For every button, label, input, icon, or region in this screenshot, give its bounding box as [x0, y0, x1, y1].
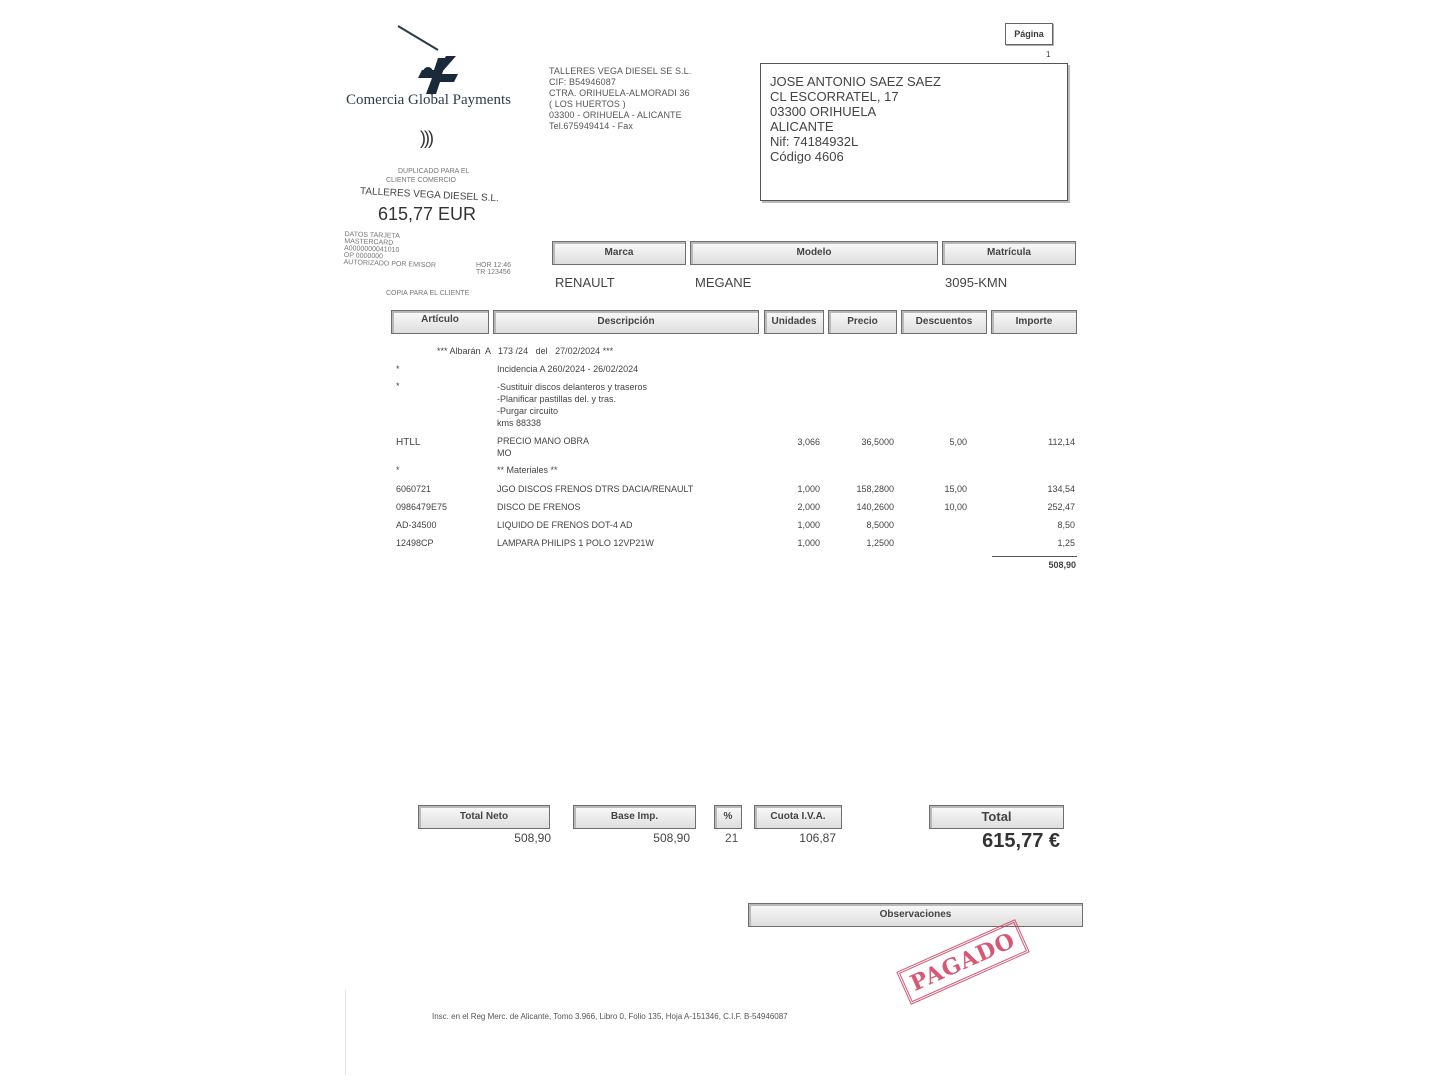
col-units-header: Unidades: [764, 310, 824, 334]
work-note: -Planificar pastillas del. y tras.: [497, 394, 617, 404]
bullet-mark: *: [396, 381, 400, 391]
row-units: 1,000: [797, 520, 820, 530]
customer-box: [760, 63, 1068, 201]
brand-logo: [390, 22, 470, 102]
receipt-amount: 615,77 EUR: [378, 204, 477, 224]
row-amount: 1,25: [1057, 538, 1075, 548]
row-article: AD-34500: [396, 520, 437, 530]
table-row: [396, 520, 1076, 534]
paid-stamp: [896, 919, 1029, 1005]
terminal-line-2: CLIENTE COMERCIO: [386, 177, 457, 184]
row-price: 1,2500: [866, 538, 894, 548]
terminal-line-1: DUPLICADO PARA EL: [398, 168, 470, 175]
table-row: [396, 484, 1076, 498]
col-discounts-header: Descuentos: [901, 310, 987, 334]
vat-pct-header: %: [714, 805, 742, 829]
receipt-line: DATOS TARJETA: [344, 231, 401, 240]
company-line: ( LOS HUERTOS ): [549, 99, 626, 109]
company-line: 03300 - ORIHUELA - ALICANTE: [549, 110, 682, 120]
row-amount: 134,54: [1047, 484, 1075, 494]
total-header: Total: [929, 805, 1064, 829]
total-net-header: Total Neto: [418, 805, 550, 829]
brand-name: Comercia Global Payments: [346, 92, 511, 108]
observations-header: Observaciones: [748, 903, 1083, 927]
vat-header: Cuota I.V.A.: [754, 805, 842, 829]
vehicle-brand-header: Marca: [552, 241, 686, 265]
customer-name: JOSE ANTONIO SAEZ SAEZ: [770, 74, 941, 89]
col-description-header: Descripción: [493, 310, 759, 334]
albaran-line: *** Albarán A 173 /24 del 27/02/2024 ***: [437, 346, 614, 356]
bullet-mark: *: [396, 364, 400, 374]
receipt-footer: COPIA PARA EL CLIENTE: [386, 290, 470, 297]
row-article: 0986479E75: [396, 502, 448, 512]
vehicle-plate-header: Matrícula: [942, 241, 1076, 265]
receipt-line: OP 0000000: [343, 252, 384, 261]
row-price: 158,2800: [856, 484, 894, 494]
page-label: Página: [1005, 23, 1053, 45]
labor-desc: PRECIO MANO OBRA: [497, 436, 590, 446]
work-notes: [497, 381, 647, 429]
registry-footer: Insc. en el Reg Merc. de Alicante, Tomo 3.966, Libro 0, Folio 135, Hoja A-151346, C.I.F. B-54946087: [432, 1012, 788, 1021]
company-line: CIF: B54946087: [549, 77, 616, 87]
company-line: TALLERES VEGA DIESEL SE S.L.: [549, 66, 692, 76]
row-units: 1,000: [797, 484, 820, 494]
total-value: 615,77 €: [982, 830, 1060, 852]
row-amount: 252,47: [1047, 502, 1075, 512]
vat-value: 106,87: [799, 831, 836, 845]
row-price: 140,2600: [856, 502, 894, 512]
labor-article: HTLL: [396, 437, 421, 448]
receipt-line: AUTORIZADO POR EMISOR: [343, 259, 437, 270]
bullet-mark: *: [396, 465, 400, 475]
labor-desc-2: MO: [497, 448, 512, 458]
labor-discount: 5,00: [949, 437, 967, 447]
customer-city: 03300 ORIHUELA: [770, 104, 877, 119]
row-description: LAMPARA PHILIPS 1 POLO 12VP21W: [497, 538, 654, 548]
row-discount: 10,00: [944, 502, 967, 512]
labor-amount: 112,14: [1048, 437, 1075, 447]
row-article: 12498CP: [396, 538, 434, 548]
receipt-line: MASTERCARD: [344, 238, 394, 247]
receipt-right-line: HOR 12:46: [476, 262, 512, 269]
labor-units: 3,066: [797, 437, 820, 447]
vehicle-brand: RENAULT: [555, 275, 615, 290]
row-price: 8,5000: [866, 520, 894, 530]
total-net-value: 508,90: [514, 831, 551, 845]
row-description: LIQUIDO DE FRENOS DOT-4 AD: [497, 520, 633, 530]
customer-code: Código 4606: [770, 149, 844, 164]
customer-province: ALICANTE: [770, 119, 834, 134]
row-description: JGO DISCOS FRENOS DTRS DACIA/RENAULT: [497, 484, 694, 494]
materials-label: ** Materiales **: [497, 465, 558, 475]
receipt-line: A0000000041010: [343, 245, 400, 254]
company-info: [549, 66, 691, 132]
col-article-header: Artículo: [391, 310, 489, 334]
vat-pct-value: 21: [725, 831, 739, 845]
contactless-icon: ))): [420, 128, 432, 148]
page-number: 1: [1046, 50, 1051, 59]
table-row: [396, 502, 1076, 516]
vehicle-plate: 3095-KMN: [945, 275, 1008, 290]
base-value: 508,90: [653, 831, 690, 845]
row-units: 2,000: [797, 502, 820, 512]
merchant-name: TALLERES VEGA DIESEL S.L.: [359, 186, 500, 205]
paid-stamp-text: PAGADO: [906, 927, 1020, 997]
col-price-header: Precio: [828, 310, 897, 334]
subtotal-divider: [992, 556, 1077, 557]
base-header: Base Imp.: [573, 805, 696, 829]
col-amount-header: Importe: [991, 310, 1077, 334]
company-line: CTRA. ORIHUELA-ALMORADI 36: [549, 88, 690, 98]
row-amount: 8,50: [1057, 520, 1075, 530]
labor-price: 36,5000: [861, 437, 894, 447]
vehicle-model: MEGANE: [695, 275, 752, 290]
row-discount: 15,00: [944, 484, 967, 494]
work-note: -Sustituir discos delanteros y traseros: [497, 382, 648, 392]
company-line: Tel.675949414 - Fax: [549, 121, 633, 131]
customer-nif: Nif: 74184932L: [770, 134, 859, 149]
scan-edge: [345, 990, 346, 1075]
row-article: 6060721: [396, 484, 432, 494]
row-description: DISCO DE FRENOS: [497, 502, 581, 512]
customer-street: CL ESCORRATEL, 17: [770, 89, 899, 104]
subtotal: 508,90: [1048, 560, 1076, 570]
incidence-line: Incidencia A 260/2024 - 26/02/2024: [497, 364, 639, 374]
table-row: [396, 538, 1076, 552]
row-units: 1,000: [797, 538, 820, 548]
star-logo-icon: [390, 22, 470, 102]
vehicle-model-header: Modelo: [690, 241, 938, 265]
receipt-right: [476, 262, 511, 276]
receipt-right-line: TR 123456: [476, 269, 511, 276]
work-note: -Purgar circuito: [497, 406, 559, 416]
work-note: kms 88338: [497, 418, 542, 428]
